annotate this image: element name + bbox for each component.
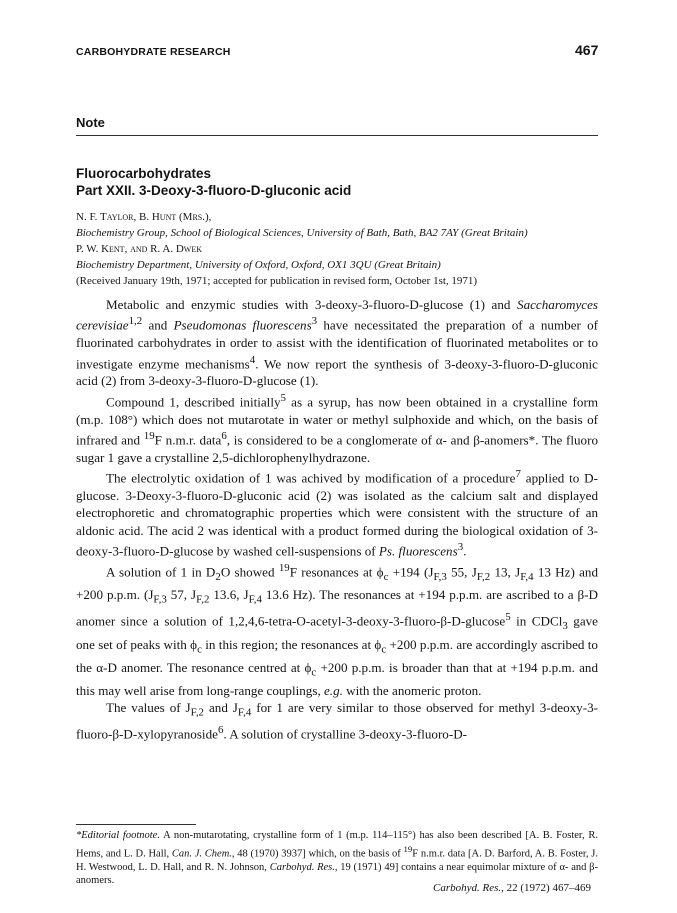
- editorial-footnote: *Editorial footnote. A non-mutarotating, crystalline form of 1 (m.p. 114–115°) has also been described [A. B. Foster, R. Hems, and L. D. Hall, Can. J. Chem., 48 (1970) 3937] which, on the basis of $^{19}$F n.m.r. data [A. D. Barford, A. B. Foster, J. H. Westwood, L. D. Hall, and R. N. Johnson, Carbohyd. Res., 19 (1971) 49] contains a near equimolar mixture of α- and β-anomers.: [76, 830, 598, 887]
- paragraph-5: The values of $J_{F,2}$ and $J_{F,4}$ for 1 are very similar to those observed for methyl 3-deoxy-3-fluoro-β-D-xylopyranoside$^6$. A solution of crystalline 3-deoxy-3-fluoro-D-: [76, 700, 598, 742]
- paragraph-1: Metabolic and enzymic studies with 3-deoxy-3-fluoro-D-glucose (1) and Saccharomyces cerevisiae$^{1,2}$ and Pseudomonas fluorescens$^3$ have necessitated the preparation of a number of fluorinated carbohydrates in order to assist with the identification of fluorinated metabolites or to investigate enzyme mechanisms$^4$. We now report the synthesis of 3-deoxy-3-fluoro-D-gluconic acid (2) from 3-deoxy-3-fluoro-D-glucose (1).: [76, 297, 599, 389]
- footnote-rule: [76, 824, 196, 825]
- article-body: [76, 296, 598, 743]
- running-header: CARBOHYDRATE RESEARCH: [76, 46, 231, 58]
- article-title-line1: Fluorocarbohydrates: [76, 166, 212, 181]
- received-dates: (Received January 19th, 1971; accepted for publication in revised form, October 1st, 1971): [76, 275, 478, 287]
- section-label: Note: [76, 115, 105, 130]
- author-list-1: N. F. Taylor, B. Hunt (Mrs.),: [76, 211, 212, 223]
- article-title-line2: Part XXII. 3-Deoxy-3-fluoro-D-gluconic acid: [76, 183, 352, 198]
- affiliation-2: Biochemistry Department, University of Oxford, Oxford, OX1 3QU (Great Britain): [76, 259, 441, 271]
- page-number: 467: [575, 42, 599, 58]
- header-rule: [76, 135, 598, 136]
- author-list-2: P. W. Kent, and R. A. Dwek: [76, 243, 202, 255]
- paragraph-3: The electrolytic oxidation of 1 was achived by modification of a procedure$^7$ applied to D-glucose. 3-Deoxy-3-fluoro-D-gluconic acid (2) was isolated as the calcium salt and displayed electrophoretic and chromatographic properties which were consistent with the structure of an aldonic acid. The acid 2 was identical with a product formed during the biological oxidation of 3-deoxy-3-fluoro-D-glucose by washed cell-suspensions of Ps. fluorescens$^3$.: [76, 468, 598, 559]
- paragraph-2: Compound 1, described initially$^5$ as a syrup, has now been obtained in a crystalline form (m.p. 108°) which does not mutarotate in water or methyl sulphoxide and which, on the basis of infrared and $^{19}$F n.m.r. data$^6$, is considered to be a conglomerate of α- and β-anomers*. The fluoro sugar 1 gave a crystalline 2,5-dichlorophenylhydrazone.: [76, 391, 599, 465]
- paragraph-4: A solution of 1 in $D_2O$ showed $^{19}$F resonances at $\phi_c +194$ ($J_{F,3}$ 55, $J_{F,2}$ 13, $J_{F,4}$ 13 Hz) and +200 p.p.m. ($J_{F,3}$ 57, $J_{F,2}$ 13.6, $J_{F,4}$ 13.6 Hz). The resonances at +194 p.p.m. are ascribed to a β-D anomer since a solution of 1,2,4,6-tetra-O-acetyl-3-deoxy-3-fluoro-β-D-glucose$^5$ in CDCl$_3$ gave one set of peaks with $\phi_c$ in this region; the resonances at $\phi_c +200$ p.p.m. are accordingly ascribed to the α-D anomer. The resonance centred at $\phi_c +200$ p.p.m. is broader than that at +194 p.p.m. and this may well arise from long-range couplings, e.g. with the anomeric proton.: [76, 561, 599, 698]
- journal-citation: Carbohyd. Res., 22 (1972) 467–469: [433, 882, 591, 894]
- affiliation-1: Biochemistry Group, School of Biological Sciences, University of Bath, Bath, BA2 7AY (Great Britain): [76, 227, 528, 239]
